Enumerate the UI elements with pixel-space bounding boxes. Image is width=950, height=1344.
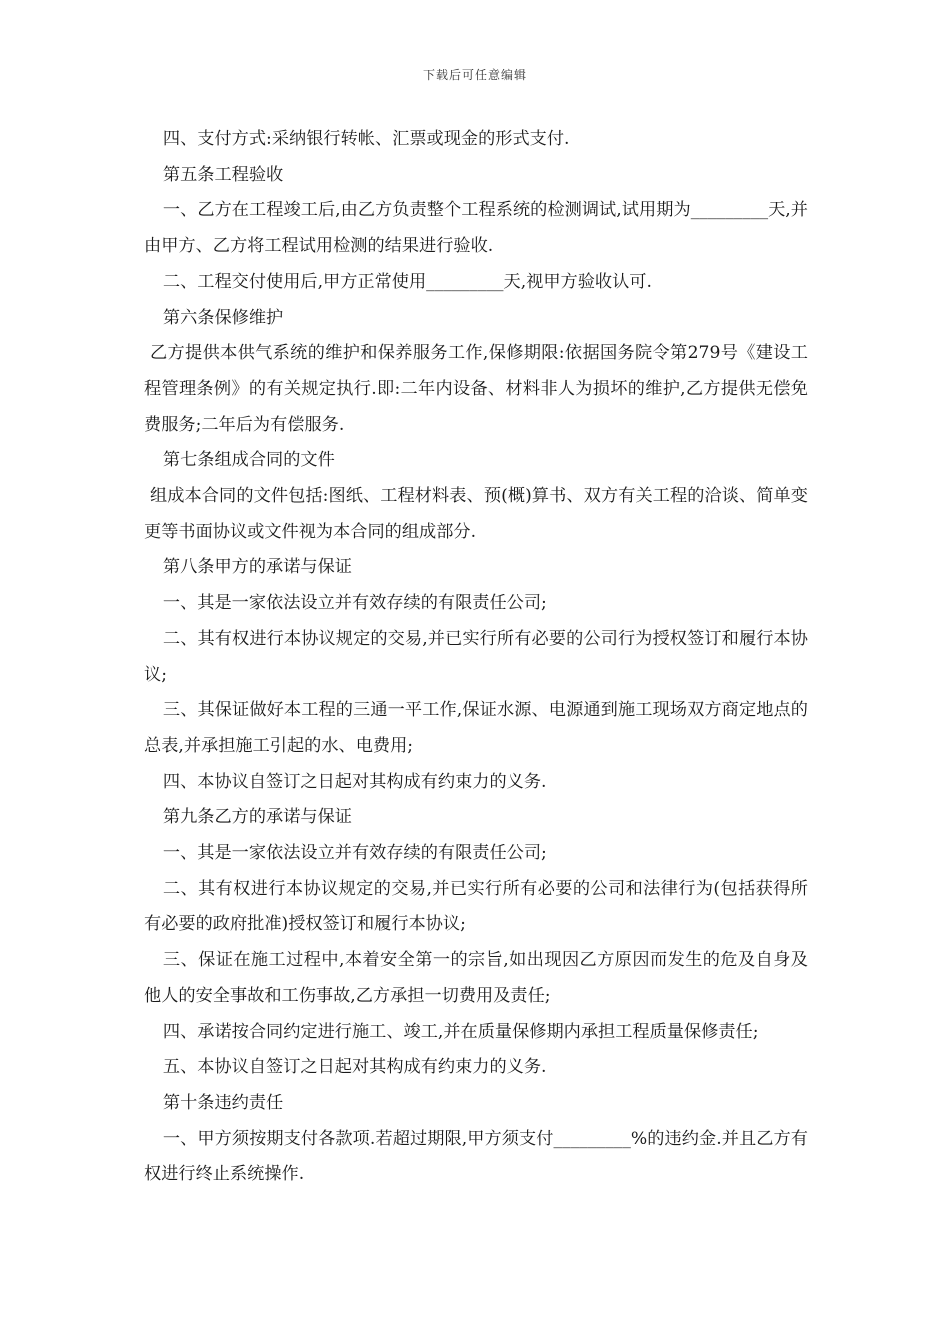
paragraph-party-a-4: 四、本协议自签订之日起对其构成有约束力的义务. bbox=[162, 771, 547, 792]
paragraph-contract-documents: 组成本合同的文件包括:图纸、工程材料表、预(概)算书、双方有关工程的洽谈、简单变更等书面协议或文件视为本合同的组成部分. bbox=[144, 486, 808, 542]
paragraph-party-b-1: 一、其是一家依法设立并有效存续的有限责任公司; bbox=[162, 843, 547, 864]
paragraph-party-a-1: 一、其是一家依法设立并有效存续的有限责任公司; bbox=[162, 593, 547, 614]
paragraph-party-a-2: 二、其有权进行本协议规定的交易,并已实行所有必要的公司行为授权签订和履行本协议; bbox=[144, 628, 808, 685]
paragraph-party-b-3: 三、保证在施工过程中,本着安全第一的宗旨,如出现因乙方原因而发生的危及自身及他人的安全事故和工伤事故,乙方承担一切费用及责任; bbox=[144, 950, 808, 1006]
document-body bbox=[144, 122, 808, 1193]
paragraph-party-b-4: 四、承诺按合同约定进行施工、竣工,并在质量保修期内承担工程质量保修责任; bbox=[162, 1021, 759, 1042]
paragraph-acceptance-2: 二、工程交付使用后,甲方正常使用_________天,视甲方验收认可. bbox=[162, 271, 652, 292]
page-header-note: 下载后可任意编辑 bbox=[422, 68, 527, 82]
paragraph-party-b-5: 五、本协议自签订之日起对其构成有约束力的义务. bbox=[162, 1057, 547, 1078]
paragraph-acceptance-1: 一、乙方在工程竣工后,由乙方负责整个工程系统的检测调试,试用期为_________天,并由甲方、乙方将工程试用检测的结果进行验收. bbox=[144, 200, 808, 257]
paragraph-party-a-3: 三、其保证做好本工程的三通一平工作,保证水源、电源通到施工现场双方商定地点的总表,并承担施工引起的水、电费用; bbox=[144, 700, 808, 756]
article-5-heading: 第五条工程验收 bbox=[162, 164, 284, 185]
article-7-heading: 第七条组成合同的文件 bbox=[162, 450, 335, 471]
paragraph-party-b-2: 二、其有权进行本协议规定的交易,并已实行所有必要的公司和法律行为(包括获得所有必要的政府批准)授权签订和履行本协议; bbox=[144, 878, 808, 935]
article-9-heading: 第九条乙方的承诺与保证 bbox=[162, 807, 352, 828]
article-10-heading: 第十条违约责任 bbox=[162, 1092, 284, 1113]
paragraph-breach-1: 一、甲方须按期支付各款项.若超过期限,甲方须支付_________%的违约金.并且乙方有权进行终止系统操作. bbox=[144, 1128, 808, 1185]
paragraph-payment-method: 四、支付方式:采纳银行转帐、汇票或现金的形式支付. bbox=[162, 129, 570, 149]
paragraph-warranty: 乙方提供本供气系统的维护和保养服务工作,保修期限:依据国务院令第279号《建设工程管理条例》的有关规定执行.即:二年内设备、材料非人为损坏的维护,乙方提供无偿免费服务;二年后为有偿服务. bbox=[144, 343, 808, 435]
article-8-heading: 第八条甲方的承诺与保证 bbox=[162, 557, 352, 578]
article-6-heading: 第六条保修维护 bbox=[162, 307, 284, 328]
